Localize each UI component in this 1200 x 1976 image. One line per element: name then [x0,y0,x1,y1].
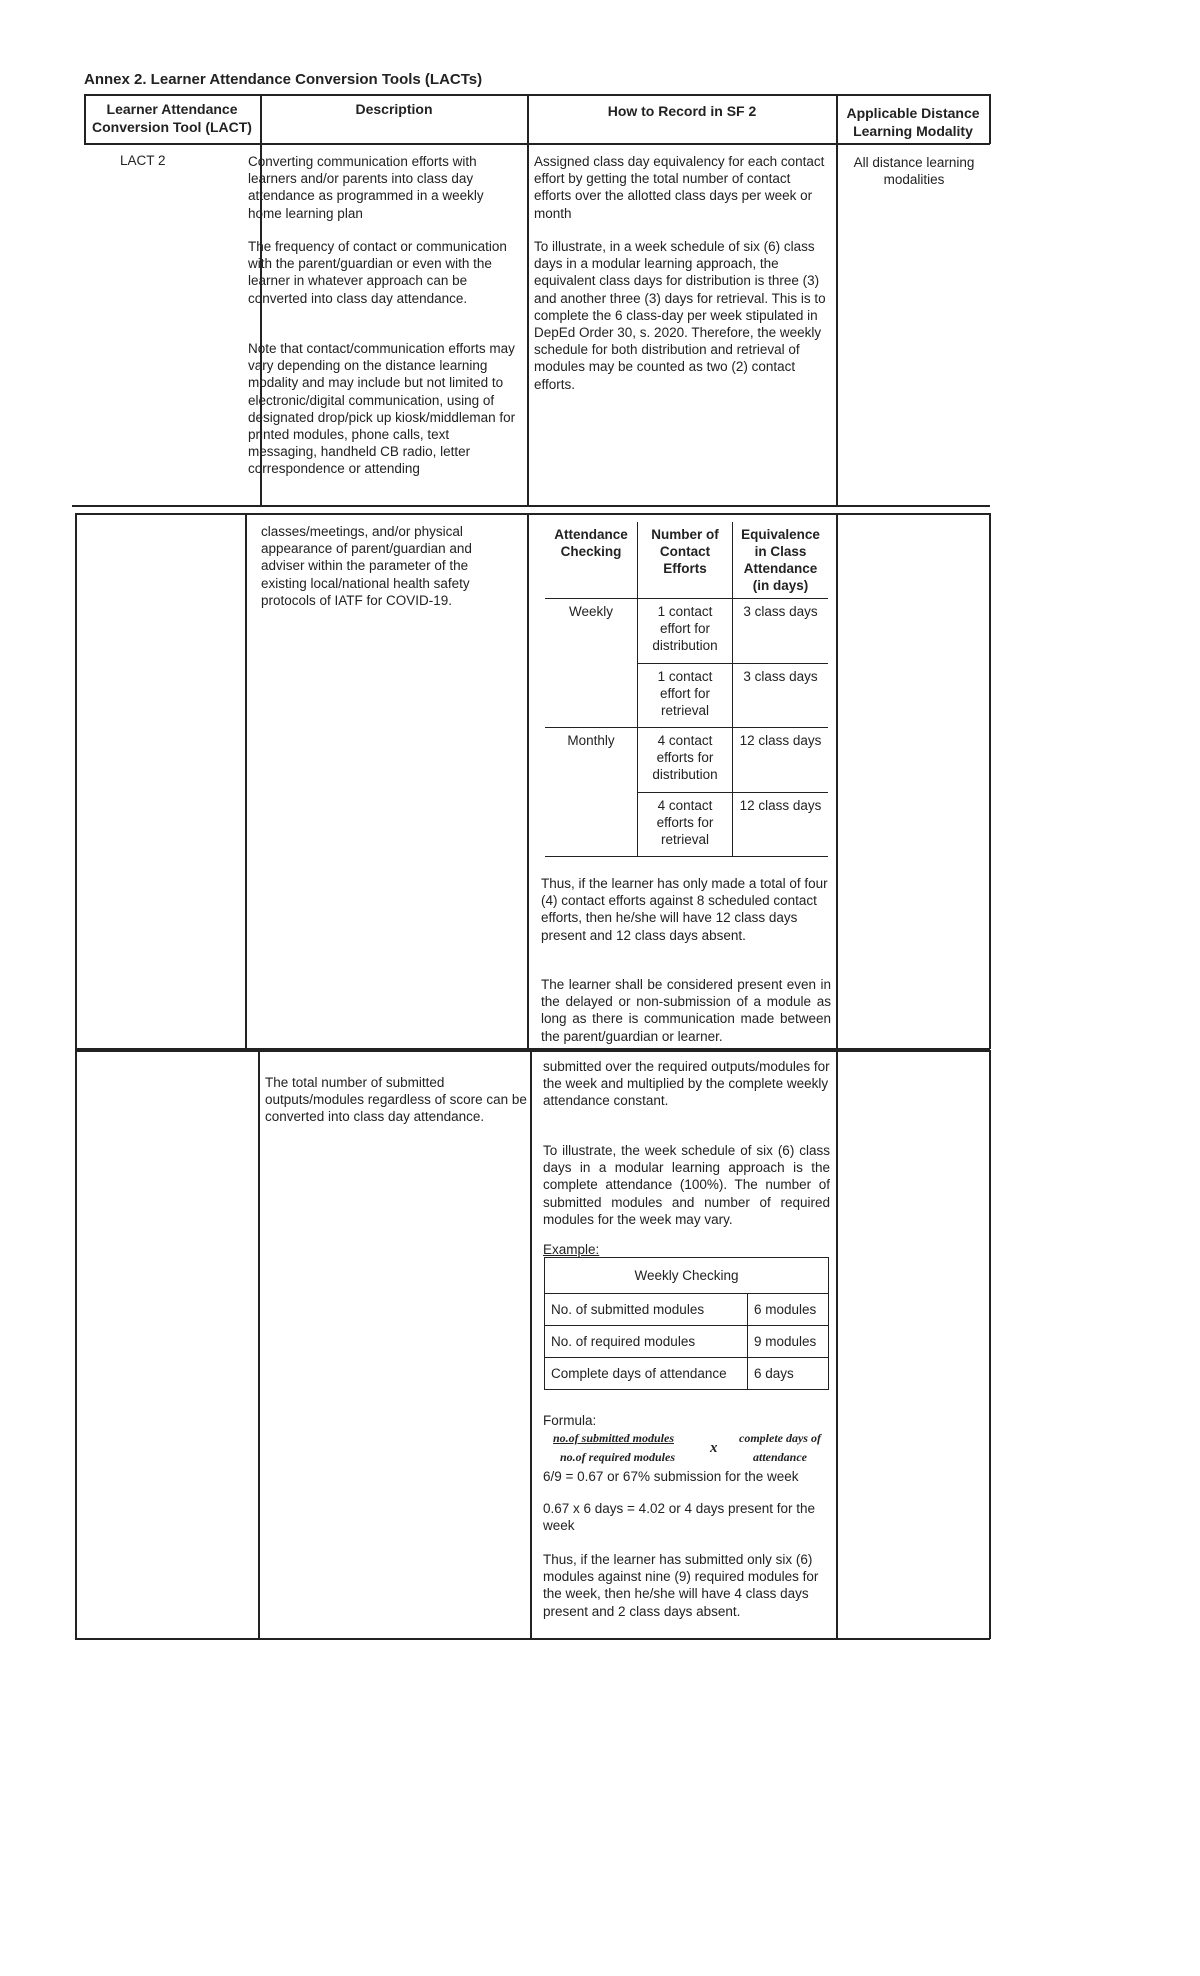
formula-rhs-1: complete days of [739,1431,821,1445]
weekly-value: 9 modules [747,1326,828,1358]
lact2-record-1: Assigned class day equivalency for each contact effort by getting the total number of contact efforts over the allotted class days per week or month [534,154,825,221]
sec2-vline-4 [989,513,991,1049]
weekly-value: 6 days [747,1358,828,1390]
att-cell: 3 class days [733,663,829,728]
sec2-vline-2 [527,513,529,1049]
sec2-top-border [75,513,990,515]
page-title: Annex 2. Learner Attendance Conversion Tools (LACTs) [84,71,483,88]
header-modality: Applicable Distance Learning Modality [846,105,980,139]
att-cell: 12 class days [733,792,829,857]
weekly-row [545,1326,829,1358]
sec2-vline-0 [75,513,77,1049]
lact3-description: The total number of submitted outputs/modules regardless of score can be converted into class day attendance. [265,1075,527,1125]
sec1-vline-4 [989,94,991,144]
sec3-vline-0 [75,1050,77,1639]
header-record: How to Record in SF 2 [607,103,757,119]
calc-submission: 6/9 = 0.67 or 67% submission for the week [543,1469,799,1484]
att-cell [545,663,638,728]
lact2-modality: All distance learning modalities [853,155,975,188]
att-table-row [545,663,828,728]
att-cell-weekly: Weekly [568,604,613,619]
sec3-vline-3 [836,1050,838,1639]
att-table-row [545,599,828,664]
sec3-vline-1 [258,1050,260,1639]
sec1-vline-2 [527,94,529,505]
weekly-row [545,1358,829,1390]
example-label: Example: [543,1242,600,1257]
weekly-row [545,1294,829,1326]
lact2-name: LACT 2 [120,153,166,168]
attendance-checking-table [545,522,828,857]
sec3-vline-4 [989,1050,991,1639]
sec1-top-border [84,94,990,96]
calc-days-present: 0.67 x 6 days = 4.02 or 4 days present for the week [543,1501,816,1534]
lact2-desc-2: The frequency of contact or communication with the parent/guardian or even with the learner in whatever approach can be converted into class day attendance. [248,239,507,306]
att-cell-monthly: Monthly [567,733,615,748]
lact3-record-2: To illustrate, the week schedule of six (6) class days in a modular learning approach is the complete attendance (100%). The number of submitted modules and number of required modules for the week may vary. [543,1143,830,1227]
sec3-bottom-border [75,1638,990,1640]
header-description: Description [355,101,433,117]
sec3-top-border [75,1050,990,1052]
lact3-record-1: submitted over the required outputs/modules for the week and multiplied by the complete weekly attendance constant. [543,1059,830,1109]
lact2-record-2: To illustrate, in a week schedule of six (6) class days in a modular learning approach, the equivalent class days for distribution is three (3) and another three (3) days for retrieval. This is to complete the 6 class-day per week stipulated in DepEd Order 30, s. 2020. Therefore, the weekly schedule for both distribution and retrieval of modules may be counted as two (2) contact efforts. [534,239,826,392]
lact2-present-note: The learner shall be considered present even in the delayed or non-submission of a module as long as there is communication made between the parent/guardian or learner. [541,977,831,1044]
att-cell: 12 class days [733,728,829,793]
att-cell: 1 contact effort for retrieval [638,663,733,728]
formula-rhs-2: attendance [753,1450,807,1464]
att-header-efforts: Number of Contact Efforts [638,522,733,599]
sec3-vline-2 [530,1050,532,1639]
sec2-vline-1 [245,513,247,1049]
header-tool: Learner Attendance Conversion Tool (LACT) [92,101,252,135]
att-cell: 4 contact efforts for distribution [638,728,733,793]
att-table-row [545,728,828,793]
sec2-vline-3 [836,513,838,1049]
att-table-row [545,792,828,857]
header-bottom-border [84,143,990,145]
weekly-value: 6 modules [747,1294,828,1326]
weekly-label: Complete days of attendance [545,1358,748,1390]
weekly-title-row [545,1258,829,1294]
weekly-checking-table [544,1257,829,1390]
att-cell: 4 contact efforts for retrieval [638,792,733,857]
att-cell: 1 contact effort for distribution [638,599,733,664]
att-table-header-row [545,522,828,599]
lact2-desc-3: Note that contact/communication efforts may vary depending on the distance learning modality and may include but not limited to electronic/digital communication, using of designated drop/pick up kiosk/middleman for printed modules, phone calls, text messaging, handheld CB radio, letter correspondence or attending [248,341,516,477]
sec1-bottom-border [72,505,990,507]
formula-numerator: no.of submitted modules [553,1431,675,1445]
att-cell [545,792,638,857]
formula-multiply-sign: x [710,1440,718,1456]
lact2-desc-4: classes/meetings, and/or physical appearance of parent/guardian and adviser within the parameter of the existing local/national health safety protocols of IATF for COVID-19. [261,524,472,608]
lact2-desc-1: Converting communication efforts with learners and/or parents into class day attendance as programmed in a weekly home learning plan [248,154,484,221]
att-header-equivalence: Equivalence in Class Attendance (in days) [733,522,829,599]
att-cell: 3 class days [733,599,829,664]
sec1-vline-3 [836,94,838,505]
lact3-thus: Thus, if the learner has submitted only six (6) modules against nine (9) required modules for the week, then he/she will have 4 class days present and 2 class days absent. [543,1552,819,1619]
formula-denominator: no.of required modules [560,1450,676,1464]
weekly-label: No. of required modules [545,1326,748,1358]
lact2-thus: Thus, if the learner has only made a total of four (4) contact efforts against 8 scheduled contact efforts, then he/she will have 12 class days present and 12 class days absent. [541,876,828,943]
att-header-checking: Attendance Checking [545,522,638,599]
weekly-checking-title: Weekly Checking [545,1258,829,1294]
weekly-label: No. of submitted modules [545,1294,748,1326]
formula-label: Formula: [543,1413,597,1428]
